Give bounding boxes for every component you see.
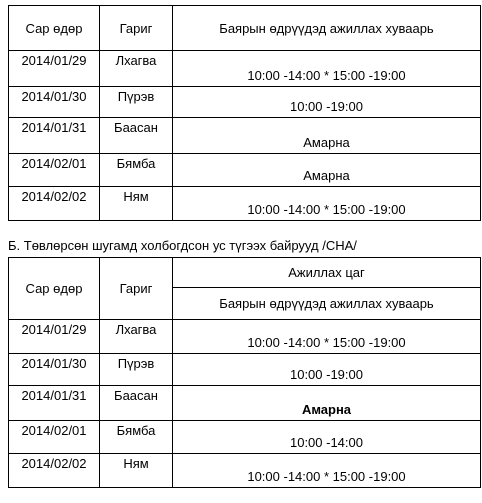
row-schedule: Амарна xyxy=(173,386,481,421)
row-date: 2014/01/30 xyxy=(9,87,100,118)
row-schedule: Амарна xyxy=(173,118,481,154)
row-day: Бямба xyxy=(100,421,173,454)
row-date: 2014/01/29 xyxy=(9,51,100,87)
table-header-row xyxy=(9,258,481,288)
row-day: Пүрэв xyxy=(100,354,173,386)
header-schedule: Баярын өдрүүдэд ажиллах хуваарь xyxy=(173,6,481,51)
row-date: 2014/01/30 xyxy=(9,354,100,386)
row-schedule: 10:00 -14:00 * 15:00 -19:00 xyxy=(173,51,481,87)
row-date: 2014/02/02 xyxy=(9,454,100,488)
table-row xyxy=(9,187,481,221)
table-header-row xyxy=(9,6,481,51)
table-row xyxy=(9,421,481,454)
row-schedule: 10:00 -14:00 * 15:00 -19:00 xyxy=(173,320,481,354)
row-day: Лхагва xyxy=(100,320,173,354)
table-row xyxy=(9,51,481,87)
header-day: Гариг xyxy=(100,258,173,320)
row-date: 2014/01/31 xyxy=(9,386,100,421)
table-row xyxy=(9,386,481,421)
schedule-table-1 xyxy=(8,5,481,221)
row-day: Лхагва xyxy=(100,51,173,87)
row-schedule: 10:00 -14:00 * 15:00 -19:00 xyxy=(173,454,481,488)
row-date: 2014/01/29 xyxy=(9,320,100,354)
row-day: Бямба xyxy=(100,154,173,187)
header-date: Сар өдөр xyxy=(9,6,100,51)
row-schedule: Амарна xyxy=(173,154,481,187)
table-row xyxy=(9,87,481,118)
header-day: Гариг xyxy=(100,6,173,51)
header-date: Сар өдөр xyxy=(9,258,100,320)
row-day: Ням xyxy=(100,454,173,488)
row-day: Ням xyxy=(100,187,173,221)
schedule-table-2 xyxy=(8,257,481,488)
row-date: 2014/02/02 xyxy=(9,187,100,221)
table-row xyxy=(9,154,481,187)
subheader-schedule: Баярын өдрүүдэд ажиллах хуваарь xyxy=(173,288,481,320)
table-row xyxy=(9,454,481,488)
row-schedule: 10:00 -19:00 xyxy=(173,354,481,386)
row-day: Баасан xyxy=(100,386,173,421)
table-row xyxy=(9,118,481,154)
header-working-hours: Ажиллах цаг xyxy=(173,258,481,288)
table-row xyxy=(9,320,481,354)
section-b-title: Б. Төвлөрсөн шугамд холбогдсон ус түгээх байрууд /СНА/ xyxy=(8,238,357,253)
row-date: 2014/02/01 xyxy=(9,421,100,454)
row-day: Баасан xyxy=(100,118,173,154)
row-date: 2014/02/01 xyxy=(9,154,100,187)
table-row xyxy=(9,354,481,386)
row-schedule: 10:00 -14:00 xyxy=(173,421,481,454)
row-schedule: 10:00 -19:00 xyxy=(173,87,481,118)
row-schedule: 10:00 -14:00 * 15:00 -19:00 xyxy=(173,187,481,221)
row-day: Пүрэв xyxy=(100,87,173,118)
row-date: 2014/01/31 xyxy=(9,118,100,154)
